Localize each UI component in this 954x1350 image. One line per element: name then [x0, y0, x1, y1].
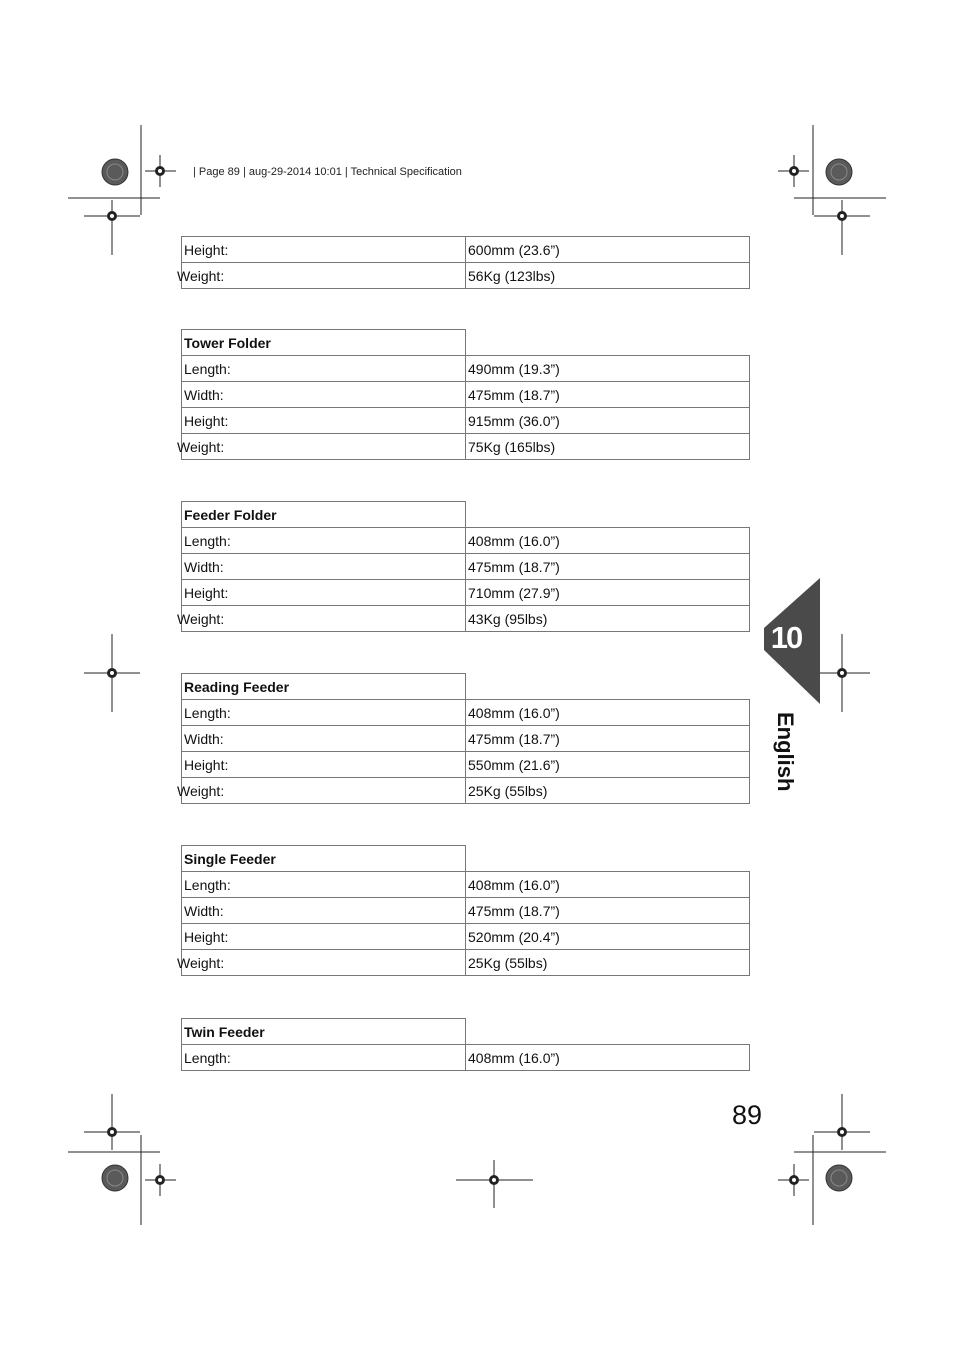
row-value: 520mm (20.4”)	[466, 924, 750, 950]
row-label: Height:	[182, 237, 466, 263]
table-row	[182, 872, 750, 898]
row-label: Height:	[182, 408, 466, 434]
table-row	[182, 700, 750, 726]
table-row	[182, 778, 750, 804]
row-label: Width:	[182, 898, 466, 924]
row-label: Weight:	[182, 950, 466, 976]
row-value: 75Kg (165lbs)	[466, 434, 750, 460]
row-label: Length:	[182, 356, 466, 382]
row-value: 475mm (18.7”)	[466, 898, 750, 924]
row-label: Weight:	[182, 778, 466, 804]
table-title: Feeder Folder	[182, 502, 466, 528]
table-title: Twin Feeder	[182, 1019, 466, 1045]
row-value: 56Kg (123lbs)	[466, 263, 750, 289]
row-value: 408mm (16.0”)	[466, 528, 750, 554]
table-row	[182, 924, 750, 950]
row-value: 550mm (21.6”)	[466, 752, 750, 778]
table-row	[182, 752, 750, 778]
spec-table-reading-feeder	[177, 673, 750, 804]
table-row	[182, 237, 750, 263]
table-row	[182, 356, 750, 382]
spec-table-tower-folder	[177, 329, 750, 460]
chapter-number: 10	[770, 620, 802, 655]
table-title-row	[182, 674, 750, 700]
table-title: Tower Folder	[182, 330, 466, 356]
row-label: Height:	[182, 580, 466, 606]
table-row	[182, 580, 750, 606]
spec-table-twin-feeder	[181, 1018, 750, 1071]
row-label: Weight:	[182, 263, 466, 289]
row-value: 475mm (18.7”)	[466, 554, 750, 580]
row-label: Width:	[182, 382, 466, 408]
row-label: Width:	[182, 554, 466, 580]
table-title-row	[182, 502, 750, 528]
row-value: 710mm (27.9”)	[466, 580, 750, 606]
row-label: Weight:	[182, 434, 466, 460]
table-row	[182, 263, 750, 289]
table-row	[182, 408, 750, 434]
table-row	[182, 434, 750, 460]
row-value: 408mm (16.0”)	[466, 872, 750, 898]
row-value: 25Kg (55lbs)	[466, 950, 750, 976]
row-value: 490mm (19.3”)	[466, 356, 750, 382]
row-value: 43Kg (95lbs)	[466, 606, 750, 632]
table-title: Single Feeder	[182, 846, 466, 872]
row-value: 475mm (18.7”)	[466, 382, 750, 408]
row-label: Length:	[182, 872, 466, 898]
row-value: 600mm (23.6”)	[466, 237, 750, 263]
table-row	[182, 606, 750, 632]
table-row	[182, 1045, 750, 1071]
table-title-row	[182, 330, 750, 356]
table-title: Reading Feeder	[182, 674, 466, 700]
row-label: Width:	[182, 726, 466, 752]
print-header: | Page 89 | aug-29-2014 10:01 | Technical Specification	[193, 166, 462, 178]
table-row	[182, 382, 750, 408]
table-title-row	[182, 846, 750, 872]
spec-table-continued	[177, 236, 750, 289]
table-row	[182, 528, 750, 554]
table-row	[182, 950, 750, 976]
table-row	[182, 554, 750, 580]
row-value: 408mm (16.0”)	[466, 700, 750, 726]
row-label: Weight:	[182, 606, 466, 632]
row-label: Length:	[182, 700, 466, 726]
row-label: Length:	[182, 528, 466, 554]
page-number: 89	[732, 1100, 763, 1130]
row-value: 408mm (16.0”)	[466, 1045, 750, 1071]
table-row	[182, 898, 750, 924]
spec-table-single-feeder	[177, 845, 750, 976]
row-value: 475mm (18.7”)	[466, 726, 750, 752]
spec-table-feeder-folder	[177, 501, 750, 632]
row-value: 915mm (36.0”)	[466, 408, 750, 434]
language-label: English	[773, 712, 798, 792]
table-row	[182, 726, 750, 752]
row-value: 25Kg (55lbs)	[466, 778, 750, 804]
row-label: Height:	[182, 924, 466, 950]
row-label: Height:	[182, 752, 466, 778]
table-title-row	[182, 1019, 750, 1045]
row-label: Length:	[182, 1045, 466, 1071]
